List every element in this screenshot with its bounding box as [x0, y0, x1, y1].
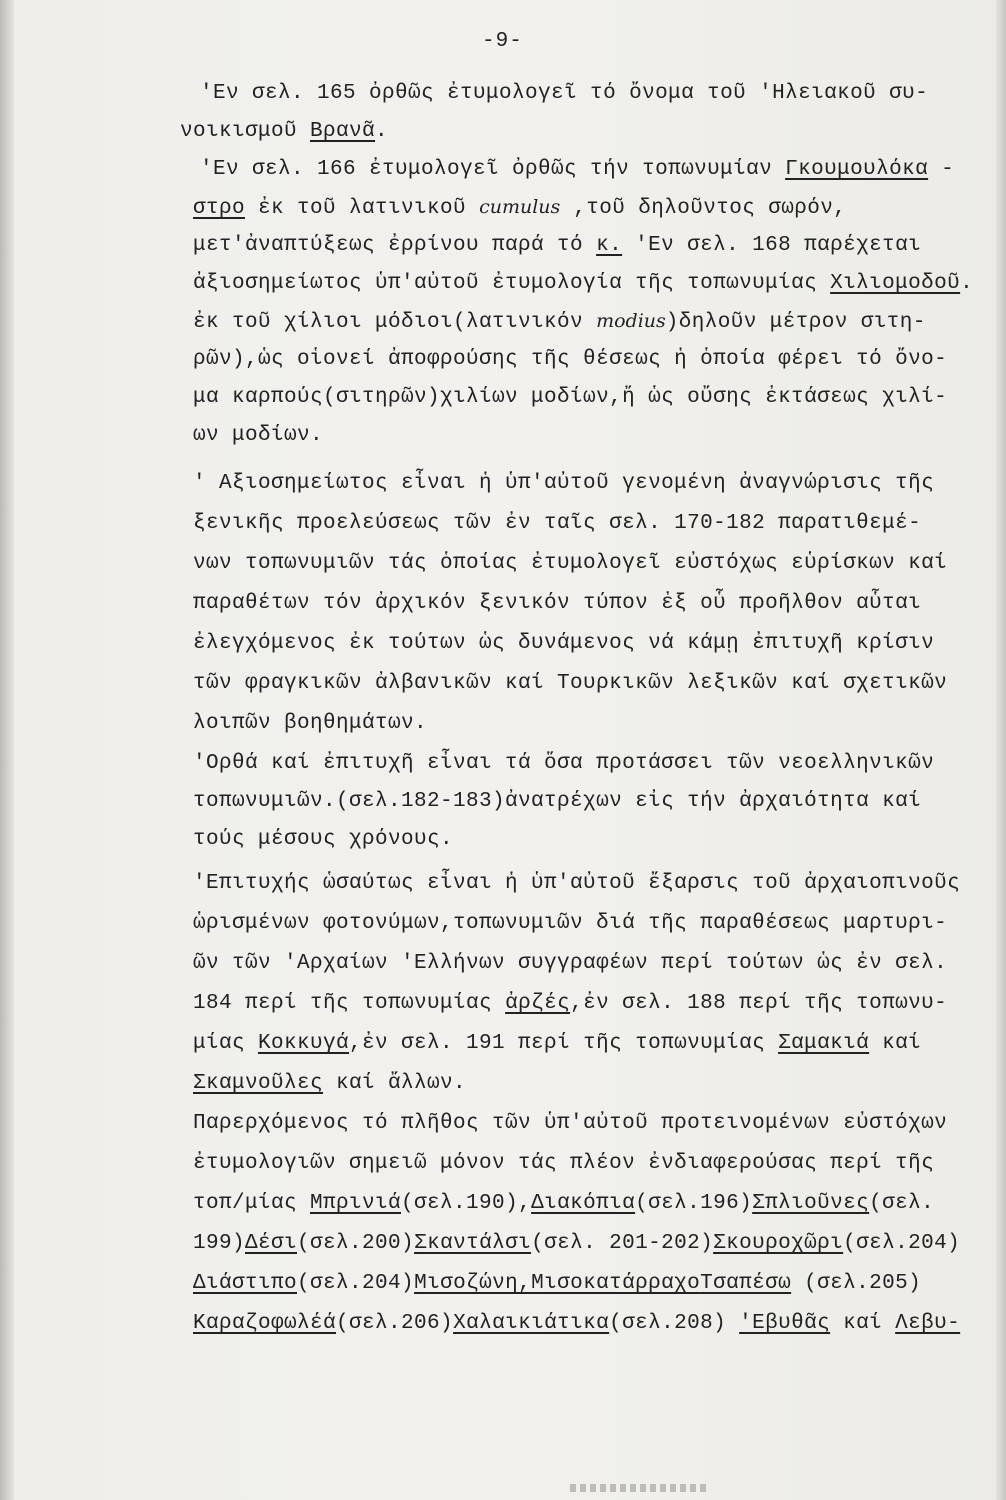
text-line: τοπ/μίας Μπρινιά(σελ.190),Διακόπια(σελ.196)Σπλιοῦνες(σελ.: [193, 1192, 935, 1215]
text-line: στρο ἐκ τοῦ λατινικοῦ cumulus ,τοῦ δηλοῦντος σωρόν,: [193, 196, 847, 220]
page-number: -9-: [482, 30, 523, 53]
underlined-placename: Διάστιπο: [193, 1272, 298, 1295]
text-line: ἐλεγχόμενος ἐκ τούτων ὡς δυνάμενος νά κάμῃ ἐπιτυχῆ κρίσιν: [193, 632, 935, 655]
text-line: 199)Δέσι(σελ.200)Σκαντάλσι(σελ. 201-202)Σκουροχῶρι(σελ.204): [193, 1232, 961, 1255]
text-line: 'Εν σελ. 166 ἐτυμολογεῖ ὀρθῶς τήν τοπωνυμίαν Γκουμουλόκα -: [200, 158, 955, 181]
text-line: παραθέτων τόν ἀρχικόν ξενικόν τύπον ἐξ οὗ προῆλθον αὗται: [193, 592, 922, 615]
text-line: ὡρισμένων φοτονύμων,τοπωνυμιῶν διά τῆς παραθέσεως μαρτυρι-: [193, 912, 948, 935]
handwritten-word: modius: [596, 310, 666, 332]
underlined-placename: Χαλαικιάτικα: [453, 1312, 610, 1335]
text-line: τούς μέσους χρόνους.: [193, 828, 454, 851]
underlined-placename: Σκαμνοῦλες: [193, 1072, 324, 1095]
text-line: 184 περί τῆς τοπωνυμίας ἀρζές,ἐν σελ. 188 περί τῆς τοπωνυ-: [193, 992, 948, 1015]
text-line: Παρερχόμενος τό πλῆθος τῶν ὑπ'αὐτοῦ προτεινομένων εὐστόχων: [193, 1112, 948, 1135]
underlined-placename: Τσαπέσω: [700, 1272, 792, 1295]
text-line: 'Εν σελ. 165 ὀρθῶς ἐτυμολογεῖ τό ὄνομα τοῦ 'Ηλειακοῦ συ-: [200, 82, 929, 105]
text-line: ' Αξιοσημείωτος εἶναι ἡ ὑπ'αὐτοῦ γενομένη ἀναγνώρισις τῆς: [193, 472, 935, 495]
text-line: ξενικῆς προελεύσεως τῶν ἐν ταῖς σελ. 170-182 παρατιθεμέ-: [193, 512, 922, 535]
text-line: μετ'ἀναπτύξεως ἐρρίνου παρά τό κ. 'Εν σελ. 168 παρέχεται: [193, 234, 922, 257]
underlined-placename: Μπρινιά: [310, 1192, 402, 1215]
text-line: ρῶν),ὡς οἱονεί ἀποφρούσης τῆς θέσεως ἡ ὁποία φέρει τό ὄνο-: [193, 348, 948, 371]
text-line: ἐτυμολογιῶν σημειῶ μόνον τάς πλέον ἐνδιαφερούσας περί τῆς: [193, 1152, 935, 1175]
underlined-placename: στρο: [193, 197, 246, 220]
underlined-placename: Λεβυ-: [895, 1312, 961, 1335]
underlined-placename: Σαμακιά: [778, 1032, 870, 1055]
underlined-placename: Μισοζώνη,Μισοκατάρραχο: [414, 1272, 701, 1295]
text-line: 'Επιτυχής ὡσαύτως εἶναι ἡ ὑπ'αὐτοῦ ἔξαρσις τοῦ ἀρχαιοπινοῦς: [193, 872, 961, 895]
text-line: ων μοδίων.: [193, 424, 324, 447]
underlined-placename: 'Εβυθᾶς: [739, 1312, 831, 1335]
handwritten-word: cumulus: [479, 196, 561, 218]
bottom-bleed-mark: [570, 1484, 710, 1492]
page-edge-left: [0, 0, 14, 1500]
underlined-placename: Σπλιοῦνες: [752, 1192, 870, 1215]
page-edge-right: [996, 0, 1006, 1500]
text-line: τῶν φραγκικῶν ἀλβανικῶν καί Τουρκικῶν λεξικῶν καί σχετικῶν: [193, 672, 948, 695]
text-line: λοιπῶν βοηθημάτων.: [193, 712, 428, 735]
text-line: μα καρπούς(σιτηρῶν)χιλίων μοδίων,ἤ ὡς οὔσης ἐκτάσεως χιλί-: [193, 386, 948, 409]
underlined-placename: Δέσι: [245, 1232, 298, 1255]
text-line: Καραζοφωλέά(σελ.206)Χαλαικιάτικα(σελ.208) 'Εβυθᾶς καί Λεβυ-: [193, 1312, 961, 1335]
text-line: τοπωνυμιῶν.(σελ.182-183)ἀνατρέχων εἰς τήν ἀρχαιότητα καί: [193, 790, 922, 813]
underlined-placename: Κοκκυγά: [258, 1032, 350, 1055]
underlined-placename: ἀρζές: [505, 992, 571, 1015]
underlined-placename: Σκαντάλσι: [414, 1232, 532, 1255]
underlined-letter: κ.: [596, 234, 623, 257]
text-line: ἐκ τοῦ χίλιοι μόδιοι(λατινικόν modius)δηλοῦν μέτρον σιτη-: [193, 310, 926, 334]
underlined-placename: Χιλιομοδοῦ: [830, 272, 961, 295]
text-line: ἀξιοσημείωτος ὑπ'αὐτοῦ ἐτυμολογία τῆς τοπωνυμίας Χιλιομοδοῦ.: [193, 272, 974, 295]
text-line: μίας Κοκκυγά,ἐν σελ. 191 περί τῆς τοπωνυμίας Σαμακιά καί: [193, 1032, 922, 1055]
text-line: Σκαμνοῦλες καί ἄλλων.: [193, 1072, 467, 1095]
text-line: 'Ορθά καί ἐπιτυχῆ εἶναι τά ὅσα προτάσσει τῶν νεοελληνικῶν: [193, 752, 935, 775]
underlined-placename: Σκουροχῶρι: [713, 1232, 844, 1255]
text-line: Διάστιπο(σελ.204)Μισοζώνη,ΜισοκατάρραχοΤσαπέσω (σελ.205): [193, 1272, 922, 1295]
underlined-placename: Καραζοφωλέά: [193, 1312, 337, 1335]
underlined-placename: Βρανᾶ: [310, 120, 376, 143]
underlined-placename: Διακόπια: [531, 1192, 636, 1215]
text-line: ῶν τῶν 'Αρχαίων 'Ελλήνων συγγραφέων περί τούτων ὡς ἐν σελ.: [193, 952, 948, 975]
text-line: νων τοπωνυμιῶν τάς ὁποίας ἐτυμολογεῖ εὐστόχως εὑρίσκων καί: [193, 552, 948, 575]
text-line: νοικισμοῦ Βρανᾶ.: [180, 120, 389, 143]
underlined-placename: Γκουμουλόκα: [785, 158, 929, 181]
